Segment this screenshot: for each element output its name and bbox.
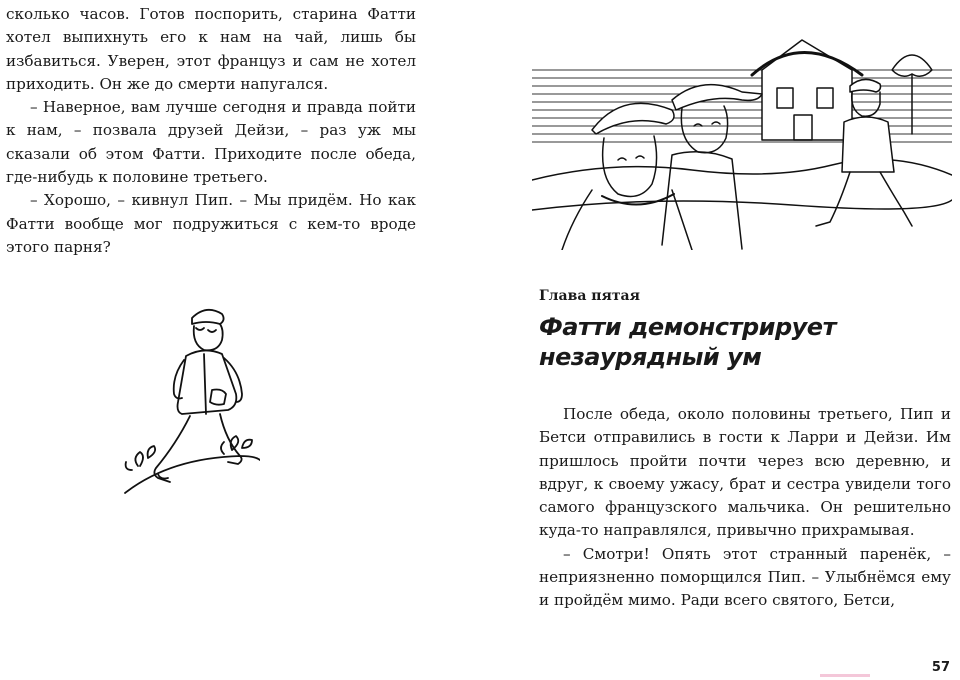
left-page (0, 0, 470, 680)
paragraph: – Смотри! Опять этот странный паренёк, – неприязненно поморщился Пип. – Улыбнёмся ему и пройдём мимо. Ради всего святого, Бетси, (539, 544, 951, 610)
paragraph: – Наверное, вам лучше сегодня и правда пойти к нам, – позвала друзей Дейзи, – раз уж мы сказали об этом Фатти. Приходите после обеда, где-нибудь к половине третьего. (6, 98, 416, 187)
chapter-label: Глава пятая (539, 288, 640, 304)
village-children-illustration (532, 30, 952, 250)
paragraph: После обеда, около половины третьего, Пип и Бетси отправились в гости к Ларри и Дейзи. Им пришлось пройти почти через всю деревню, и вдруг, к своему ужасу, брат и сестра увидели того самого французского мальчика. Он решительно куда-то направлялся, привычно прихрамывая. (539, 405, 951, 540)
right-page-text (539, 403, 951, 613)
paragraph: сколько часов. Готов поспорить, старина Фатти хотел выпихнуть его к нам на чай, лишь бы избавиться. Уверен, этот француз и сам не хотел приходить. Он же до смерти напугался. (6, 5, 416, 93)
paragraph: – Хорошо, – кивнул Пип. – Мы придём. Но как Фатти вообще мог подружиться с кем-то вроде этого парня? (6, 191, 416, 256)
walking-boy-illustration (120, 298, 260, 498)
chapter-title: Фатти демонстрирует незаурядный ум (539, 313, 836, 371)
left-page-text (6, 3, 416, 259)
color-mark (820, 674, 870, 677)
right-page (480, 0, 960, 680)
page-number: 57 (931, 660, 950, 675)
